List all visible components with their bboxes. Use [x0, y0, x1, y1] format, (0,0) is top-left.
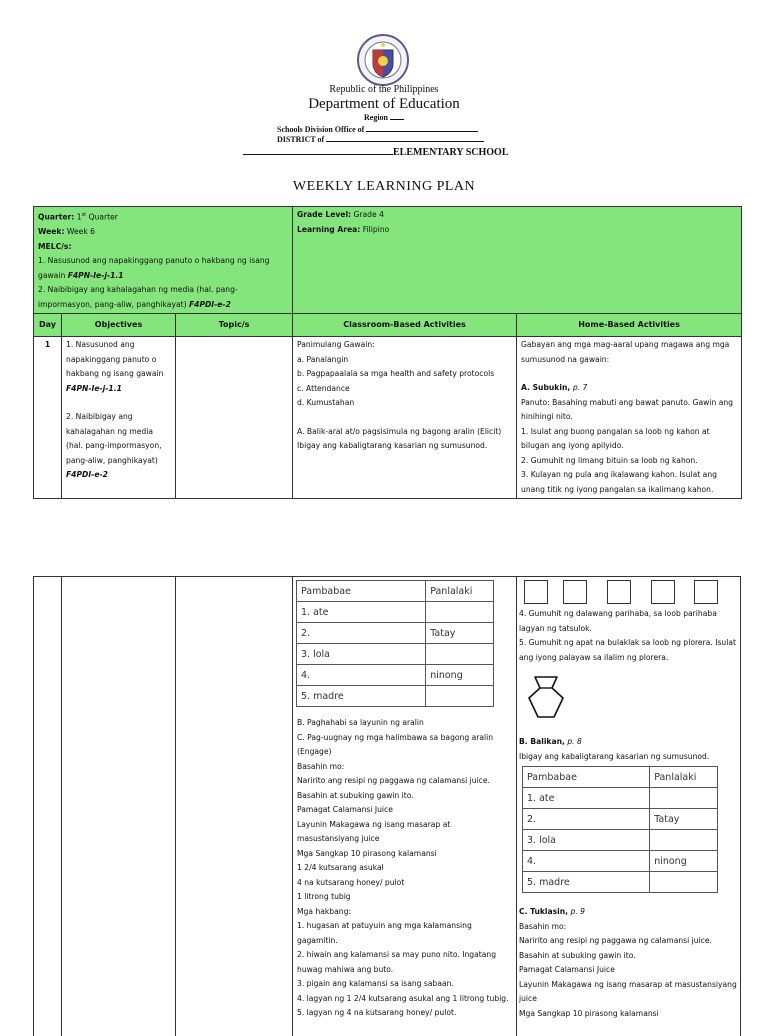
gender-cell: 3. lola [523, 830, 650, 851]
objective-1-code: F4PN-Ie-j-1.1 [66, 383, 122, 393]
table-row [34, 337, 742, 499]
home-section-c-label: C. Tuklasin, [519, 907, 569, 916]
classroom-line: Basahin mo: [297, 761, 345, 771]
home-line: Naririto ang resipi ng paggawa ng calamansi juice. Basahin at subuking gawin ito. [519, 936, 712, 960]
classroom-line: Mga Sangkap 10 pirasong kalamansi [297, 848, 437, 858]
home-line: 4. Gumuhit ng dalawang parihaba, sa loob parihaba lagyan ng tatsulok. [519, 609, 717, 633]
home-line: 3. Kulayan ng pula ang ikalawang kahon. Isulat ang unang titik ng iyong pangalan sa ikalimang kahon. [521, 470, 717, 494]
home-cell [517, 337, 742, 499]
grade-value: Grade 4 [353, 210, 384, 219]
classroom-line: Mga hakbang: [297, 906, 351, 916]
gender-cell: 5. madre [297, 686, 426, 707]
home-line: Pamagat Calamansi Juice [519, 965, 615, 974]
republic-label: Republic of the Philippines [329, 84, 439, 95]
gender-cell: Tatay [650, 809, 718, 830]
gender-cell: 1. ate [523, 788, 650, 809]
division-line [277, 125, 478, 134]
division-label: Schools Division Office of [277, 125, 365, 134]
home-section-c [519, 905, 741, 1021]
district-line [277, 135, 484, 144]
gender-cell [650, 830, 718, 851]
home-section-c-page: p. 9 [570, 907, 585, 916]
info-row [34, 207, 742, 314]
objective-2: 2. Naibibigay ang kahalagahan ng media (hal. pang-impormasyon, pang-aliw, panghikayat) [66, 412, 162, 465]
home-section-b-page: p. 8 [567, 737, 582, 746]
quarter-label: Quarter: [38, 212, 75, 222]
gender-cell [426, 602, 494, 623]
melc2-text: 2. Naibibigay ang kahalagahan ng media (hal. pang-impormasyon, pang-aliw, panghikayat) [38, 285, 238, 309]
classroom-line: Pamagat Calamansi Juice [297, 805, 393, 814]
objective-2-code: F4PDI-e-2 [66, 470, 108, 480]
gender-cell [426, 644, 494, 665]
gender-head-female: Pambabae [523, 767, 650, 788]
col-classroom: Classroom-Based Activities [293, 314, 517, 337]
classroom-line: C. Pag-uugnay ng mga halimbawa sa bagong aralin (Engage) [297, 732, 494, 756]
column-header-row [34, 314, 742, 337]
classroom-line: Panimulang Gawain: [297, 340, 375, 350]
day-cell: 1 [34, 337, 62, 499]
classroom-line: Layunin Makagawa ng isang masarap at masustansiyang juice [297, 819, 451, 843]
week-value: Week 6 [66, 227, 95, 237]
answer-box [563, 580, 587, 604]
classroom-cell [293, 337, 517, 499]
home-section-b [519, 735, 741, 764]
quarter-num: 1 [76, 212, 82, 222]
home-line: Basahin mo: [519, 921, 567, 931]
gender-head-female: Pambabae [297, 581, 426, 602]
answer-box [524, 580, 548, 604]
classroom-line: 2. hiwain ang kalamansi sa may puno nito. Ingatang huwag mahiwa ang buto. [297, 950, 497, 974]
gender-cell: 4. [297, 665, 426, 686]
col-topics: Topic/s [176, 314, 293, 337]
deped-seal-icon [356, 33, 410, 87]
answer-box [694, 580, 718, 604]
gender-cell: 4. [523, 851, 650, 872]
topics-cell [176, 337, 293, 499]
gender-cell: 2. [297, 623, 426, 644]
col-home: Home-Based Activities [517, 314, 742, 337]
answer-box [651, 580, 675, 604]
home-section-a: A. Subukin, [521, 383, 571, 393]
classroom-line: d. Kumustahan [297, 398, 355, 408]
classroom-line: 1 2/4 kutsarang asukal [297, 863, 384, 872]
gender-cell: 3. lola [297, 644, 426, 665]
quarter-word: Quarter [88, 212, 118, 222]
gender-table-classroom [296, 580, 494, 707]
gender-cell: 1. ate [297, 602, 426, 623]
quarter-sup: st [81, 212, 87, 218]
classroom-line: 4. lagyan ng 1 2/4 kutsarang asukal ang 1 litrong tubig. [297, 993, 509, 1003]
week-label: Week: [38, 227, 65, 237]
classroom-line: 3. pigain ang kalamansi sa isang sabaan. [297, 979, 454, 988]
classroom-line: a. Panalangin [297, 354, 349, 364]
grade-label: Grade Level: [297, 210, 352, 219]
melc1-code: F4PN-Ie-j-1.1 [67, 270, 124, 280]
classroom-line: 5. lagyan ng 4 na kutsarang honey/ pulot. [297, 1008, 457, 1017]
gender-cell: ninong [650, 851, 718, 872]
melc2-code: F4PDI-e-2 [188, 299, 231, 309]
grade-info-cell [293, 207, 742, 314]
home-line: 5. Gumuhit ng apat na bulaklak sa loob ng plorera. Isulat ang iyong palayaw sa ilalim ng plorera. [519, 638, 736, 662]
gender-cell: 2. [523, 809, 650, 830]
home-line: Mga Sangkap 10 pirasong kalamansi [519, 1008, 659, 1018]
answer-box [607, 580, 631, 604]
classroom-line: 1. hugasan at patuyuin ang mga kalamansing gagamitin. [297, 921, 472, 945]
objective-1: 1. Nasusunod ang napakinggang panuto o hakbang ng isang gawain [66, 340, 164, 379]
gender-cell: ninong [426, 665, 494, 686]
gender-cell: Tatay [426, 623, 494, 644]
gender-cell: 5. madre [523, 872, 650, 893]
classroom-line: 4 na kutsarang honey/ pulot [297, 877, 405, 887]
gender-cell [650, 788, 718, 809]
classroom-line: Ibigay ang kabaligtarang kasarian ng sumusunod. [297, 441, 488, 451]
area-value: Filipino [362, 224, 390, 234]
classroom-line: 1 litrong tubig [297, 892, 351, 901]
district-label: DISTRICT of [277, 135, 325, 144]
school-label: ELEMENTARY SCHOOL [393, 147, 509, 158]
classroom-line: B. Paghahabi sa layunin ng aralin [297, 718, 424, 727]
home-line: 2. Gumuhit ng limang bituin sa loob ng kahon. [521, 455, 698, 465]
region-label: Region [364, 113, 388, 122]
gender-head-male: Panlalaki [650, 767, 718, 788]
classroom-line: Naririto ang resipi ng paggawa ng calamansi juice. Basahin at subuking gawin ito. [297, 776, 490, 800]
home-intro: Gabayan ang mga mag-aaral upang magawa ang mga sumusunod na gawain: [521, 340, 730, 364]
gender-cell [426, 686, 494, 707]
page-title: WEEKLY LEARNING PLAN [292, 179, 476, 194]
home-line: Ibigay ang kabaligtarang kasarian ng sumusunod. [519, 751, 710, 761]
region-line [0, 113, 768, 122]
quarter-info-cell [34, 207, 293, 314]
classroom-line: c. Attendance [297, 383, 350, 393]
classroom-continuation [297, 716, 513, 1021]
classroom-line: b. Pagpapaalala sa mga health and safety protocols [297, 369, 495, 379]
gender-table-home [522, 766, 718, 893]
classroom-line: A. Balik-aral at/o pagsisimula ng bagong aralin (Elicit) [297, 426, 502, 436]
objectives-cell [62, 337, 176, 499]
col-day: Day [34, 314, 62, 337]
department-title: Department of Education [308, 96, 460, 112]
home-line: Layunin Makagawa ng isang masarap at masustansiyang juice [519, 979, 737, 1003]
home-line: 1. Isulat ang buong pangalan sa loob ng kahon at bilugan ang iyong apilyido. [521, 426, 710, 451]
weekly-plan-table [33, 206, 742, 499]
home-section-b-label: B. Balikan, [519, 737, 565, 746]
school-line [243, 147, 509, 158]
home-line: Panuto: Basahing mabuti ang bawat panuto. Gawin ang hinihingi nito. [521, 397, 733, 422]
melc1-text: 1. Nasusunod ang napakinggang panuto o hakbang ng isang gawain [38, 256, 270, 280]
col-objectives: Objectives [62, 314, 176, 337]
area-label: Learning Area: [297, 224, 361, 234]
gender-cell [650, 872, 718, 893]
home-continuation-top [519, 607, 737, 665]
melc-label: MELC/s: [38, 241, 72, 251]
gender-head-male: Panlalaki [426, 581, 494, 602]
home-section-a-page: p. 7 [572, 383, 588, 393]
vase-icon [526, 674, 566, 720]
